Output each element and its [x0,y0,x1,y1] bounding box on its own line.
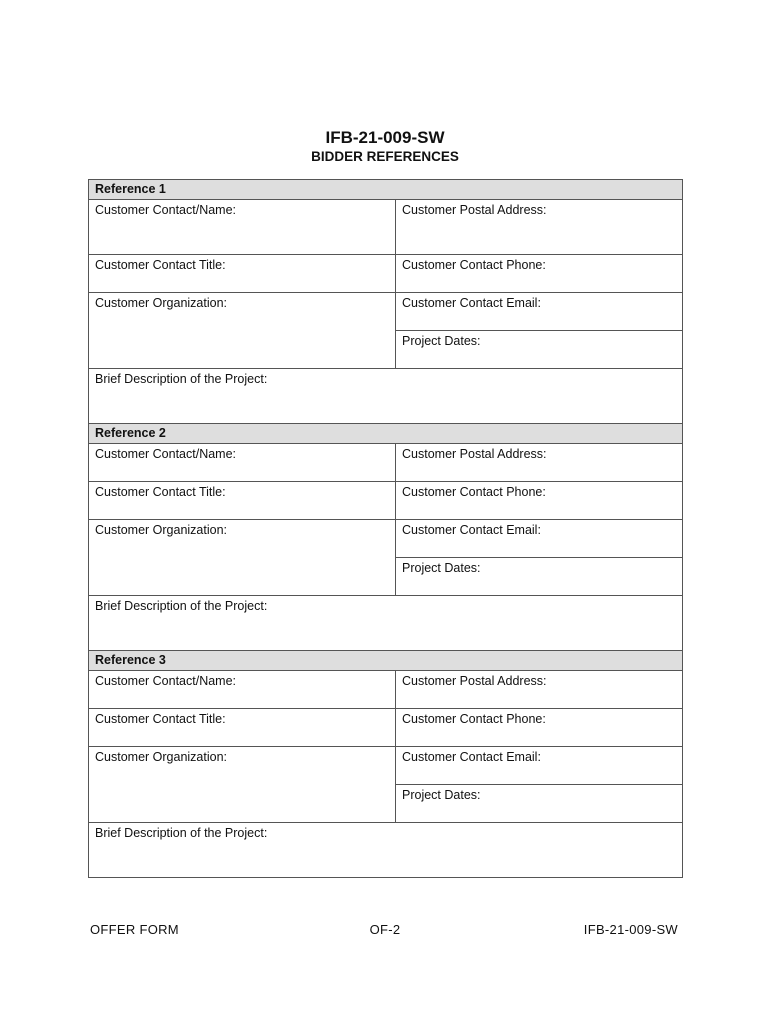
contact-email-field[interactable]: Customer Contact Email: [402,750,541,764]
reference-2-row-title [89,481,682,519]
contact-email-field[interactable]: Customer Contact Email: [402,296,541,310]
reference-3-row-org [89,746,682,822]
reference-3-row-name [89,670,682,708]
contact-name-field[interactable]: Customer Contact/Name: [89,671,396,708]
contact-phone-field[interactable]: Customer Contact Phone: [402,258,546,272]
reference-3-header: Reference 3 [89,650,682,670]
project-description-field[interactable]: Brief Description of the Project: [95,372,268,386]
contact-title-field[interactable]: Customer Contact Title: [89,709,396,746]
contact-email-field[interactable]: Customer Contact Email: [402,523,541,537]
footer-form-name: OFFER FORM [90,922,179,937]
reference-1-header: Reference 1 [89,179,682,199]
reference-3-row-title [89,708,682,746]
project-dates-field[interactable]: Project Dates: [396,557,682,594]
organization-field[interactable]: Customer Organization: [89,520,396,595]
reference-2-row-desc [89,595,682,650]
contact-name-field[interactable]: Customer Contact/Name: [89,200,396,254]
footer-page-number: OF-2 [369,922,401,937]
reference-1-row-name [89,199,682,254]
reference-1-right-split [396,293,682,368]
project-dates-field[interactable]: Project Dates: [396,784,682,821]
contact-title-field[interactable]: Customer Contact Title: [89,255,396,292]
reference-2-row-name [89,443,682,481]
contact-phone-field[interactable]: Customer Contact Phone: [402,712,546,726]
document-title: IFB-21-009-SW [325,128,445,147]
postal-address-field[interactable]: Customer Postal Address: [402,447,547,461]
reference-2-right-split [396,520,682,595]
contact-name-field[interactable]: Customer Contact/Name: [89,444,396,481]
organization-field[interactable]: Customer Organization: [89,747,396,822]
reference-1-row-desc [89,368,682,423]
postal-address-field[interactable]: Customer Postal Address: [402,203,547,217]
references-form [88,179,683,878]
project-description-field[interactable]: Brief Description of the Project: [95,826,268,840]
document-subtitle: BIDDER REFERENCES [311,149,459,164]
project-dates-field[interactable]: Project Dates: [396,330,682,367]
postal-address-field[interactable]: Customer Postal Address: [402,674,547,688]
reference-2-header: Reference 2 [89,423,682,443]
footer-document-id: IFB-21-009-SW [583,922,678,937]
contact-phone-field[interactable]: Customer Contact Phone: [402,485,546,499]
reference-2-row-org [89,519,682,595]
reference-3-right-split [396,747,682,822]
contact-title-field[interactable]: Customer Contact Title: [89,482,396,519]
reference-1-row-org [89,292,682,368]
project-description-field[interactable]: Brief Description of the Project: [95,599,268,613]
reference-1-row-title [89,254,682,292]
reference-3-row-desc [89,822,682,877]
organization-field[interactable]: Customer Organization: [89,293,396,368]
